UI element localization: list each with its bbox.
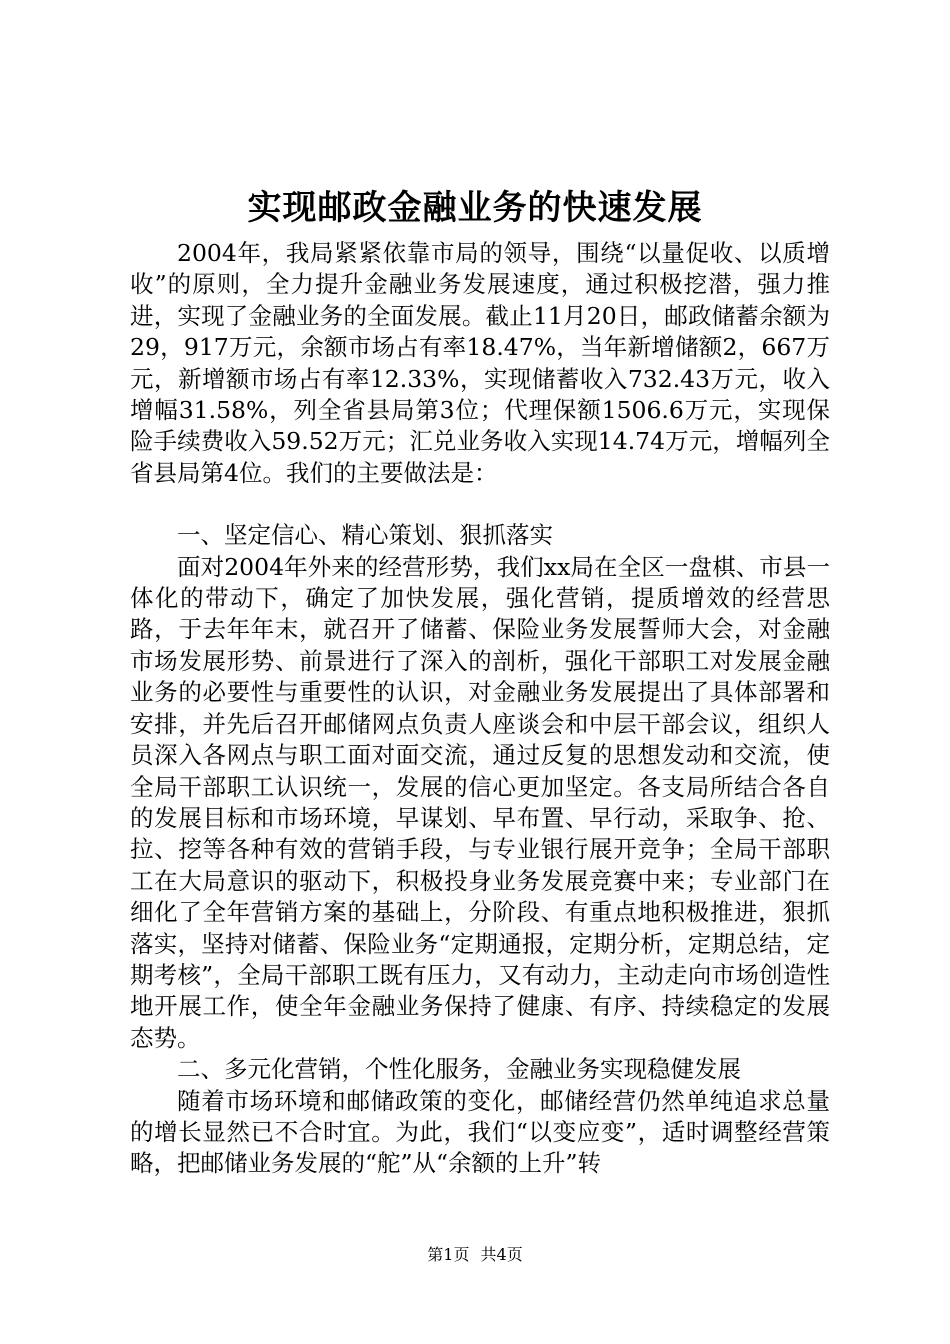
section-2-paragraph: 随着市场环境和邮储政策的变化，邮储经营仍然单纯追求总量的增长显然已不合时宜。为此，我们“以变应变”，适时调整经营策略，把邮储业务发展的“舵”从“余额的上升”转 [130,1086,830,1178]
document-title: 实现邮政金融业务的快速发展 [247,188,703,228]
section-1-paragraph: 面对2004年外来的经营形势，我们xx局在全区一盘棋、市县一体化的带动下，确定了加快发展，强化营销，提质增效的经营思路，于去年年末，就召开了储蓄、保险业务发展誓师大会，对金融市场发展形势、前景进行了深入的剖析，强化干部职工对发展金融业务的必要性与重要性的认识，对金融业务发展提出了具体部署和安排，并先后召开邮储网点负责人座谈会和中层干部会议，组织人员深入各网点与职工面对面交流，通过反复的思想发动和交流，使全局干部职工认识统一，发展的信心更加坚定。各支局所结合各自的发展目标和市场环境，早谋划、早布置、早行动，采取争、抢、拉、挖等各种有效的营销手段，与专业银行展开竞争；全局干部职工在大局意识的驱动下，积极投身业务发展竞赛中来；专业部门在细化了全年营销方案的基础上，分阶段、有重点地积极推进，狠抓落实，坚持对储蓄、保险业务“定期通报，定期分析，定期总结，定期考核”，全局干部职工既有压力，又有动力，主动走向市场创造性地开展工作，使全年金融业务保持了健康、有序、持续稳定的发展态势。 [130,552,830,1052]
page-number: 第1页 [427,1245,470,1264]
section-heading-2: 二、多元化营销，个性化服务，金融业务实现稳健发展 [177,1055,741,1084]
paragraph-gap [130,489,830,520]
page-footer [0,1245,950,1265]
page-total: 共4页 [480,1245,523,1264]
document-body [130,238,830,1180]
intro-paragraph: 2004年，我局紧紧依靠市局的领导，围绕“以量促收、以质增收”的原则，全力提升金融业务发展速度，通过积极挖潜，强力推进，实现了金融业务的全面发展。截止11月20日，邮政储蓄余额为29，917万元，余额市场占有率18.47%，当年新增储额2，667万元，新增额市场占有率12.33%，实现储蓄收入732.43万元，收入增幅31.58%，列全省县局第3位；代理保额1506.6万元，实现保险手续费收入59.52万元；汇兑业务收入实现14.74万元，增幅列全省县局第4位。我们的主要做法是： [130,239,830,487]
section-heading-1: 一、坚定信心、精心策划、狠抓落实 [177,521,553,550]
